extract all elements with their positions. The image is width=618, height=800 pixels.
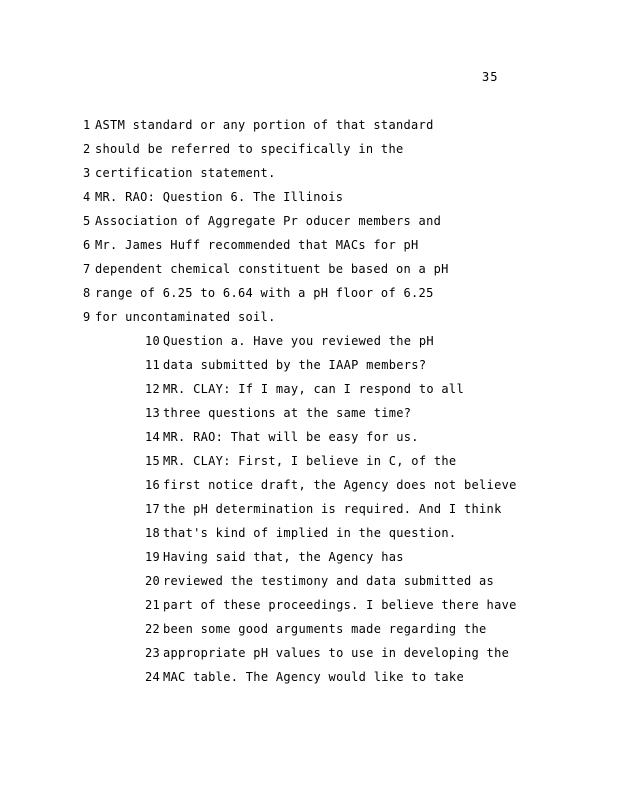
line-text: Having said that, the Agency has	[163, 550, 404, 564]
line-number: 18	[145, 526, 161, 540]
transcript-line	[145, 550, 404, 564]
line-text: Association of Aggregate Pr oducer members and	[95, 214, 442, 228]
line-number: 11	[145, 358, 161, 372]
page-number: 35	[482, 70, 499, 84]
transcript-line	[145, 526, 456, 540]
line-text: MR. RAO: That will be easy for us.	[163, 430, 419, 444]
line-text: data submitted by the IAAP members?	[163, 358, 427, 372]
line-number: 2	[83, 142, 91, 156]
line-number: 12	[145, 382, 161, 396]
transcript-line	[83, 214, 441, 228]
line-number: 5	[83, 214, 91, 228]
transcript-line	[145, 358, 426, 372]
line-number: 4	[83, 190, 91, 204]
line-text: three questions at the same time?	[163, 406, 412, 420]
transcript-line	[83, 286, 434, 300]
line-text: that's kind of implied in the question.	[163, 526, 457, 540]
transcript-line	[145, 430, 419, 444]
transcript-line	[83, 238, 419, 252]
line-number: 17	[145, 502, 161, 516]
transcript-line	[83, 166, 276, 180]
line-number: 3	[83, 166, 91, 180]
transcript-line	[145, 454, 456, 468]
line-text: range of 6.25 to 6.64 with a pH floor of 6.25	[95, 286, 434, 300]
line-number: 10	[145, 334, 161, 348]
line-text: certification statement.	[95, 166, 276, 180]
line-number: 7	[83, 262, 91, 276]
transcript-line	[145, 598, 517, 612]
transcript-line	[83, 142, 404, 156]
line-number: 23	[145, 646, 161, 660]
line-text: MAC table. The Agency would like to take	[163, 670, 464, 684]
line-number: 22	[145, 622, 161, 636]
line-text: dependent chemical constituent be based on a pH	[95, 262, 449, 276]
transcript-line	[145, 574, 494, 588]
line-number: 21	[145, 598, 161, 612]
transcript-line	[83, 310, 276, 324]
line-text: part of these proceedings. I believe there have	[163, 598, 517, 612]
line-text: Question a. Have you reviewed the pH	[163, 334, 434, 348]
line-text: reviewed the testimony and data submitted as	[163, 574, 495, 588]
line-text: ASTM standard or any portion of that standard	[95, 118, 434, 132]
line-text: been some good arguments made regarding the	[163, 622, 487, 636]
transcript-line	[145, 502, 502, 516]
line-number: 9	[83, 310, 91, 324]
transcript-line	[83, 262, 449, 276]
transcript-line	[145, 478, 517, 492]
line-number: 19	[145, 550, 161, 564]
line-text: for uncontaminated soil.	[95, 310, 276, 324]
line-number: 13	[145, 406, 161, 420]
line-number: 8	[83, 286, 91, 300]
line-number: 20	[145, 574, 161, 588]
transcript-line	[145, 334, 434, 348]
transcript-line	[145, 382, 464, 396]
line-number: 15	[145, 454, 161, 468]
line-text: the pH determination is required. And I think	[163, 502, 502, 516]
line-number: 24	[145, 670, 161, 684]
line-text: Mr. James Huff recommended that MACs for pH	[95, 238, 419, 252]
line-text: first notice draft, the Agency does not believe	[163, 478, 517, 492]
line-text: appropriate pH values to use in developing the	[163, 646, 510, 660]
line-text: MR. CLAY: First, I believe in C, of the	[163, 454, 457, 468]
line-text: should be referred to specifically in the	[95, 142, 404, 156]
transcript-line	[145, 670, 464, 684]
transcript-line	[83, 190, 343, 204]
line-number: 6	[83, 238, 91, 252]
transcript-line	[145, 646, 509, 660]
transcript-line	[145, 622, 487, 636]
transcript-line	[145, 406, 411, 420]
transcript-line	[83, 118, 434, 132]
line-number: 1	[83, 118, 91, 132]
line-text: MR. RAO: Question 6. The Illinois	[95, 190, 344, 204]
line-text: MR. CLAY: If I may, can I respond to all	[163, 382, 464, 396]
line-number: 14	[145, 430, 161, 444]
line-number: 16	[145, 478, 161, 492]
